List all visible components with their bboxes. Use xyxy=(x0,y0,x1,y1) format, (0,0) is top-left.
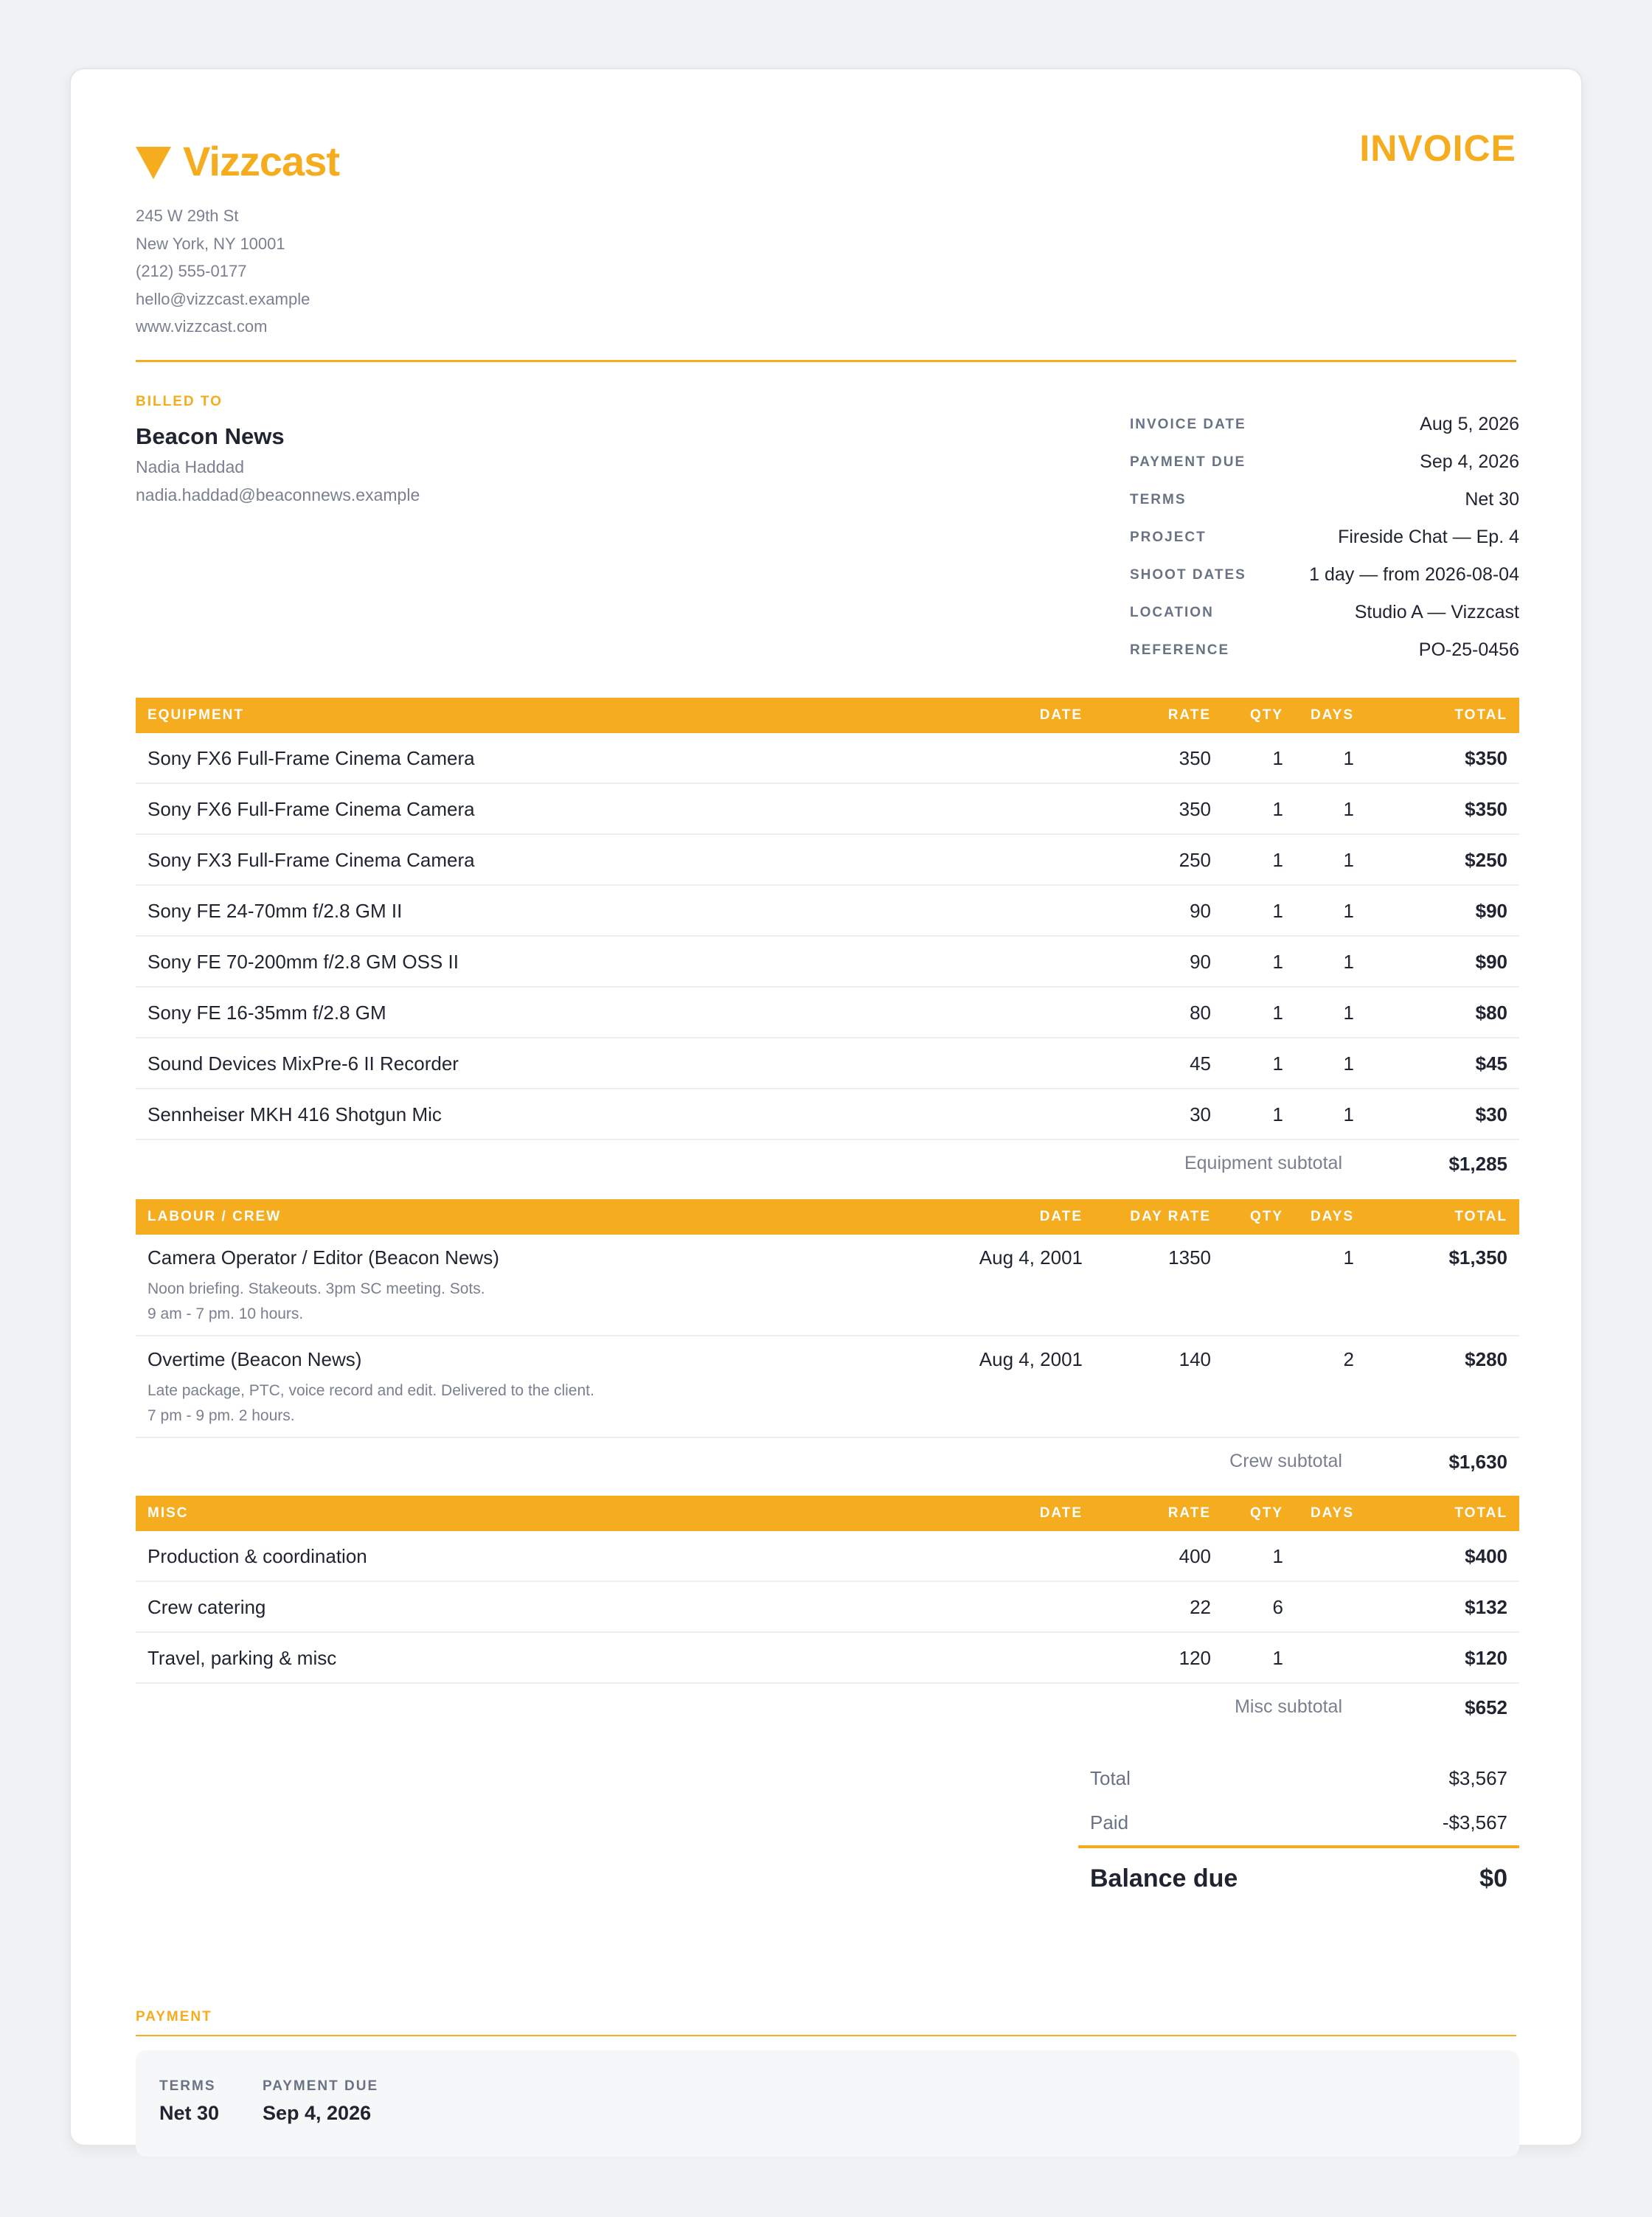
meta-value: 1 day — from 2026-08-04 xyxy=(1309,564,1519,585)
item-qty: 1 xyxy=(1272,900,1283,922)
column-header-date: DATE xyxy=(1039,707,1083,723)
item-rate: 90 xyxy=(1190,900,1211,922)
item-description: Sound Devices MixPre-6 II Recorder xyxy=(148,1052,459,1075)
triangle-logo-icon xyxy=(136,147,171,179)
crew-subtotal xyxy=(136,1438,1519,1488)
column-header-date: DATE xyxy=(1039,1209,1083,1224)
payment-details xyxy=(136,2050,1519,2157)
column-header-total: TOTAL xyxy=(1454,707,1507,723)
table-row xyxy=(136,1531,1519,1582)
meta-value: Fireside Chat — Ep. 4 xyxy=(1338,527,1519,547)
item-total: $280 xyxy=(1465,1348,1507,1370)
item-days: 1 xyxy=(1343,1246,1354,1269)
item-description: Sony FX6 Full-Frame Cinema Camera xyxy=(148,747,475,769)
subtotal-value: $1,285 xyxy=(1448,1153,1507,1175)
meta-label: SHOOT DATES xyxy=(1130,566,1246,583)
payment-section-label: PAYMENT xyxy=(136,2009,212,2025)
client-email: nadia.haddad@beaconnews.example xyxy=(136,485,420,504)
item-total: $1,350 xyxy=(1448,1246,1507,1269)
item-qty: 1 xyxy=(1272,798,1283,820)
meta-row-terms xyxy=(1130,481,1519,518)
column-header-qty: QTY xyxy=(1249,1505,1283,1521)
item-rate: 250 xyxy=(1179,849,1211,871)
meta-value: Sep 4, 2026 xyxy=(1420,451,1519,472)
item-total: $45 xyxy=(1475,1052,1507,1075)
item-rate: 80 xyxy=(1190,1002,1211,1024)
item-qty: 6 xyxy=(1272,1596,1283,1618)
item-days: 1 xyxy=(1343,1002,1354,1024)
item-rate: 140 xyxy=(1179,1348,1211,1370)
company-address xyxy=(136,202,310,341)
table-row xyxy=(136,937,1519,988)
payment-due xyxy=(263,2078,378,2125)
meta-label: LOCATION xyxy=(1130,604,1214,620)
payment-terms xyxy=(159,2078,219,2125)
table-row xyxy=(136,1089,1519,1140)
item-note: Noon briefing. Stakeouts. 3pm SC meeting. Sots. xyxy=(148,1280,485,1297)
company-website: www.vizzcast.com xyxy=(136,317,268,336)
item-days: 1 xyxy=(1343,1052,1354,1075)
item-qty: 1 xyxy=(1272,1647,1283,1669)
company-phone: (212) 555-0177 xyxy=(136,262,247,280)
meta-label: PAYMENT DUE xyxy=(1130,454,1246,470)
item-description: Sony FX6 Full-Frame Cinema Camera xyxy=(148,798,475,820)
column-header-total: TOTAL xyxy=(1454,1209,1507,1224)
item-days: 1 xyxy=(1343,1103,1354,1125)
meta-label: TERMS xyxy=(1130,491,1187,507)
table-row xyxy=(136,1633,1519,1684)
meta-row-invoice-date xyxy=(1130,406,1519,443)
misc-table-header xyxy=(136,1496,1519,1531)
item-total: $80 xyxy=(1475,1002,1507,1024)
client-contact-name: Nadia Haddad xyxy=(136,457,245,476)
invoice-meta xyxy=(1130,406,1519,669)
item-rate: 120 xyxy=(1179,1647,1211,1669)
item-rate: 350 xyxy=(1179,798,1211,820)
total-label: Total xyxy=(1090,1767,1131,1789)
item-description: Production & coordination xyxy=(148,1545,367,1567)
company-email: hello@vizzcast.example xyxy=(136,289,310,308)
meta-row-payment-due xyxy=(1130,443,1519,481)
meta-value: PO-25-0456 xyxy=(1418,639,1519,660)
item-rate: 90 xyxy=(1190,951,1211,973)
table-row xyxy=(136,784,1519,835)
meta-row-project xyxy=(1130,518,1519,556)
column-header-days: DAYS xyxy=(1310,1209,1354,1224)
table-row xyxy=(136,1582,1519,1633)
table-row xyxy=(136,1235,1519,1336)
item-qty: 1 xyxy=(1272,849,1283,871)
address-street: 245 W 29th St xyxy=(136,207,239,225)
equipment-subtotal xyxy=(136,1140,1519,1190)
client-contact xyxy=(136,453,420,509)
item-note-hours: 7 pm - 9 pm. 2 hours. xyxy=(148,1407,295,1424)
column-header-rate: RATE xyxy=(1167,1505,1211,1521)
company-name: Vizzcast xyxy=(183,138,339,184)
item-total: $350 xyxy=(1465,798,1507,820)
total-value: $3,567 xyxy=(1448,1767,1507,1789)
item-total: $90 xyxy=(1475,900,1507,922)
item-rate: 30 xyxy=(1190,1103,1211,1125)
meta-row-shoot-dates xyxy=(1130,556,1519,594)
item-qty: 1 xyxy=(1272,1545,1283,1567)
meta-label: PROJECT xyxy=(1130,529,1207,545)
item-days: 1 xyxy=(1343,747,1354,769)
meta-row-location xyxy=(1130,594,1519,631)
item-rate: 22 xyxy=(1190,1596,1211,1618)
column-header-date: DATE xyxy=(1039,1505,1083,1521)
column-header-qty: QTY xyxy=(1249,707,1283,723)
column-header-item: EQUIPMENT xyxy=(148,707,244,723)
misc-table xyxy=(136,1496,1519,1734)
billed-to-label: BILLED TO xyxy=(136,394,223,409)
item-days: 1 xyxy=(1343,951,1354,973)
item-qty: 1 xyxy=(1272,1002,1283,1024)
column-header-days: DAYS xyxy=(1310,707,1354,723)
document-title: INVOICE xyxy=(1359,128,1516,169)
paid-label: Paid xyxy=(1090,1811,1129,1833)
table-row xyxy=(136,988,1519,1038)
column-header-rate: RATE xyxy=(1167,707,1211,723)
meta-label: INVOICE DATE xyxy=(1130,416,1246,432)
client-company: Beacon News xyxy=(136,423,285,449)
item-description: Camera Operator / Editor (Beacon News) xyxy=(148,1246,499,1269)
item-description: Sony FE 70-200mm f/2.8 GM OSS II xyxy=(148,951,459,973)
subtotal-label: Misc subtotal xyxy=(1235,1696,1342,1717)
column-header-item: LABOUR / CREW xyxy=(148,1209,282,1224)
item-description: Sennheiser MKH 416 Shotgun Mic xyxy=(148,1103,442,1125)
item-days: 1 xyxy=(1343,849,1354,871)
totals-block xyxy=(1078,1757,1519,1912)
item-total: $400 xyxy=(1465,1545,1507,1567)
item-qty: 1 xyxy=(1272,951,1283,973)
subtotal-label: Crew subtotal xyxy=(1229,1451,1342,1471)
payment-divider xyxy=(136,2035,1516,2036)
meta-row-reference xyxy=(1130,631,1519,669)
item-total: $120 xyxy=(1465,1647,1507,1669)
paid-value: -$3,567 xyxy=(1442,1811,1507,1833)
item-qty: 1 xyxy=(1272,747,1283,769)
column-header-total: TOTAL xyxy=(1454,1505,1507,1521)
subtotal-label: Equipment subtotal xyxy=(1184,1153,1342,1173)
crew-table xyxy=(136,1199,1519,1488)
table-row xyxy=(136,835,1519,886)
item-description: Travel, parking & misc xyxy=(148,1647,337,1669)
item-total: $30 xyxy=(1475,1103,1507,1125)
item-qty: 1 xyxy=(1272,1103,1283,1125)
item-description: Sony FE 16-35mm f/2.8 GM xyxy=(148,1002,386,1024)
item-days: 2 xyxy=(1343,1348,1354,1370)
meta-label: REFERENCE xyxy=(1130,642,1230,658)
subtotal-value: $1,630 xyxy=(1448,1451,1507,1473)
balance-due-row xyxy=(1078,1848,1519,1912)
total-row xyxy=(1078,1757,1519,1801)
equipment-table-header xyxy=(136,698,1519,733)
item-total: $90 xyxy=(1475,951,1507,973)
column-header-days: DAYS xyxy=(1310,1505,1354,1521)
balance-due-value: $0 xyxy=(1479,1864,1507,1892)
item-rate: 400 xyxy=(1179,1545,1211,1567)
table-row xyxy=(136,1038,1519,1089)
item-description: Sony FX3 Full-Frame Cinema Camera xyxy=(148,849,475,871)
payment-due-label: PAYMENT DUE xyxy=(263,2078,379,2094)
item-qty: 1 xyxy=(1272,1052,1283,1075)
misc-subtotal xyxy=(136,1684,1519,1734)
balance-due-label: Balance due xyxy=(1090,1864,1238,1892)
payment-terms-label: TERMS xyxy=(159,2078,216,2094)
item-description: Crew catering xyxy=(148,1596,266,1618)
item-description: Overtime (Beacon News) xyxy=(148,1348,362,1370)
item-total: $350 xyxy=(1465,747,1507,769)
item-note-hours: 9 am - 7 pm. 10 hours. xyxy=(148,1305,304,1322)
column-header-rate: DAY RATE xyxy=(1130,1209,1211,1224)
column-header-item: MISC xyxy=(148,1505,189,1521)
paid-row xyxy=(1078,1801,1519,1845)
payment-due-value: Sep 4, 2026 xyxy=(263,2102,372,2124)
header-divider xyxy=(136,360,1516,362)
subtotal-value: $652 xyxy=(1465,1696,1507,1718)
item-total: $132 xyxy=(1465,1596,1507,1618)
item-days: 1 xyxy=(1343,798,1354,820)
item-days: 1 xyxy=(1343,900,1354,922)
item-note: Late package, PTC, voice record and edit. Delivered to the client. xyxy=(148,1382,594,1399)
item-description: Sony FE 24-70mm f/2.8 GM II xyxy=(148,900,403,922)
item-rate: 1350 xyxy=(1168,1246,1211,1269)
table-row xyxy=(136,733,1519,784)
item-rate: 350 xyxy=(1179,747,1211,769)
item-rate: 45 xyxy=(1190,1052,1211,1075)
meta-value: Net 30 xyxy=(1465,489,1519,510)
meta-value: Studio A — Vizzcast xyxy=(1354,602,1519,622)
address-city: New York, NY 10001 xyxy=(136,234,285,253)
equipment-table xyxy=(136,698,1519,1190)
table-row xyxy=(136,1336,1519,1438)
item-date: Aug 4, 2001 xyxy=(979,1348,1083,1370)
payment-terms-value: Net 30 xyxy=(159,2102,220,2124)
column-header-qty: QTY xyxy=(1249,1209,1283,1224)
crew-table-header xyxy=(136,1199,1519,1235)
invoice-sheet xyxy=(69,68,1583,2146)
item-total: $250 xyxy=(1465,849,1507,871)
meta-value: Aug 5, 2026 xyxy=(1420,414,1519,434)
table-row xyxy=(136,886,1519,937)
company-logo xyxy=(136,137,339,185)
item-date: Aug 4, 2001 xyxy=(979,1246,1083,1269)
